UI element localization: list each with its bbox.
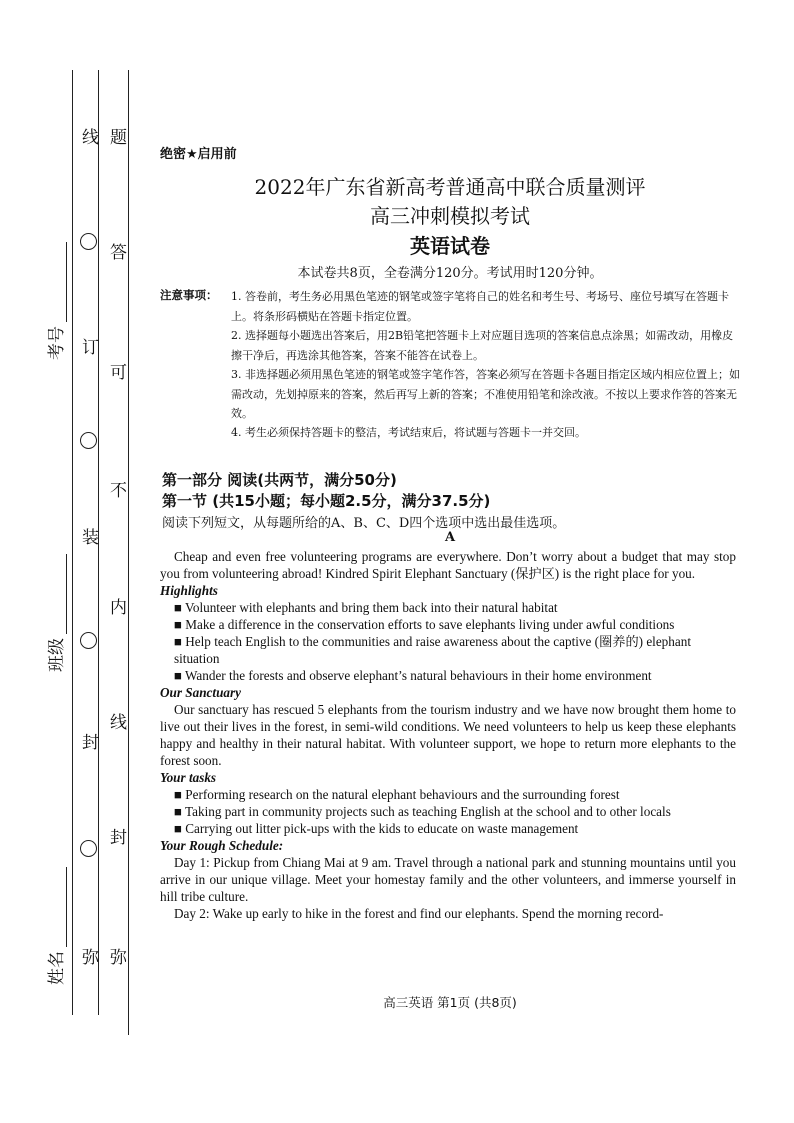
list-item: ■ Help teach English to the communities and raise awareness about the captive (圈养的) elephant situation — [174, 634, 691, 666]
passage-letter: A — [444, 530, 456, 545]
margin-char: 订 — [82, 338, 99, 358]
margin-line — [72, 70, 73, 1015]
circle-mark — [80, 632, 97, 649]
instructions: 阅读下列短文，从每题所给的A、B、C、D四个选项中选出最佳选项。 — [162, 516, 566, 531]
margin-char: 不 — [110, 481, 127, 501]
highlights-heading: Highlights — [160, 583, 218, 598]
schedule-day: Day 1: Pickup from Chiang Mai at 9 am. Travel through a national park and stunning mountains until you arrive in our unique village. Meet your homestay family and the other volunteers, and immerse yourself in hill tribe culture. — [160, 855, 736, 904]
schedule-day: Day 2: Wake up early to hike in the forest and find our elephants. Spend the morning record- — [174, 906, 664, 921]
list-item: ■ Make a difference in the conservation efforts to save elephants living under awful conditions — [174, 617, 675, 632]
margin-char: 题 — [110, 128, 127, 148]
passage — [160, 548, 736, 922]
margin-char: 弥 — [110, 948, 127, 968]
sanctuary-heading: Our Sanctuary — [160, 685, 241, 700]
notice-item: 1. 答卷前，考生务必用黑色笔迹的钢笔或签字笔将自己的姓名和考生号、考场号、座位号填写在答题卡上。将条形码横贴在答题卡指定位置。 — [231, 290, 729, 323]
page-footer: 高三英语 第1页 (共8页) — [383, 995, 517, 1010]
list-item: ■ Wander the forests and observe elephant’s natural behaviours in their home environment — [174, 668, 652, 683]
margin-line — [128, 70, 129, 1035]
passage-intro: Cheap and even free volunteering programs are everywhere. Don’t worry about a budget that may stop you from volunteering abroad! Kindred Spirit Elephant Sanctuary (保护区) is the right place for you. — [160, 549, 736, 581]
notice-item: 3. 非选择题必须用黑色笔迹的钢笔或签字笔作答，答案必须写在答题卡各题目指定区域内相应位置上；如需改动，先划掉原来的答案，然后再写上新的答案；不准使用铅笔和涂改液。不按以上要求作答的答案无效。 — [231, 368, 740, 420]
margin-char: 答 — [110, 243, 127, 263]
exam-number-label: 考号 — [42, 242, 67, 360]
tasks-heading: Your tasks — [160, 770, 217, 785]
circle-mark — [80, 840, 97, 857]
list-item: ■ Volunteer with elephants and bring them back into their natural habitat — [174, 600, 558, 615]
list-item: ■ Taking part in community projects such as teaching English at the school and to other locals — [174, 804, 671, 819]
list-item: ■ Carrying out litter pick-ups with the kids to educate on waste management — [174, 821, 579, 836]
exam-info: 本试卷共8页，全卷满分120分。考试用时120分钟。 — [297, 266, 603, 281]
margin-char: 可 — [110, 363, 127, 383]
notice-heading: 注意事项： — [160, 288, 218, 302]
circle-mark — [80, 233, 97, 250]
class-label: 班级 — [42, 554, 67, 672]
schedule-heading: Your Rough Schedule: — [160, 838, 284, 853]
sanctuary-paragraph: Our sanctuary has rescued 5 elephants from the tourism industry and we have now brought them home to live out their lives in the forest, in semi-wild conditions. We need volunteers to help us keep these elephants happy and healthy in their natural habitat. With volunteer support, we hope to return more elephants to the forest soon. — [160, 702, 736, 768]
list-item: ■ Performing research on the natural elephant behaviours and the surrounding forest — [174, 787, 620, 802]
notice-item: 2. 选择题每小题选出答案后，用2B铅笔把答题卡上对应题目选项的答案信息点涂黑；如需改动，用橡皮擦干净后，再选涂其他答案，答案不能答在试卷上。 — [231, 329, 734, 362]
margin-char: 线 — [82, 128, 99, 148]
circle-mark — [80, 432, 97, 449]
exam-title: 2022年广东省新高考普通高中联合质量测评 — [254, 175, 646, 199]
secret-mark: 绝密★启用前 — [160, 147, 237, 162]
margin-char: 装 — [82, 528, 99, 548]
section-heading: 第一节 (共15小题；每小题2.5分，满分37.5分) — [162, 492, 491, 510]
part-heading: 第一部分 阅读(共两节，满分50分) — [162, 471, 397, 489]
margin-char: 线 — [110, 713, 127, 733]
margin-char: 封 — [110, 828, 127, 848]
margin-char: 内 — [110, 598, 127, 618]
margin-char: 封 — [82, 733, 99, 753]
notice-item: 4. 考生必须保持答题卡的整洁，考试结束后，将试题与答题卡一并交回。 — [231, 426, 586, 439]
exam-subtitle: 高三冲刺模拟考试 — [370, 204, 530, 228]
margin-char: 弥 — [82, 948, 99, 968]
subject-title: 英语试卷 — [410, 234, 490, 258]
name-label: 姓名 — [42, 867, 67, 985]
